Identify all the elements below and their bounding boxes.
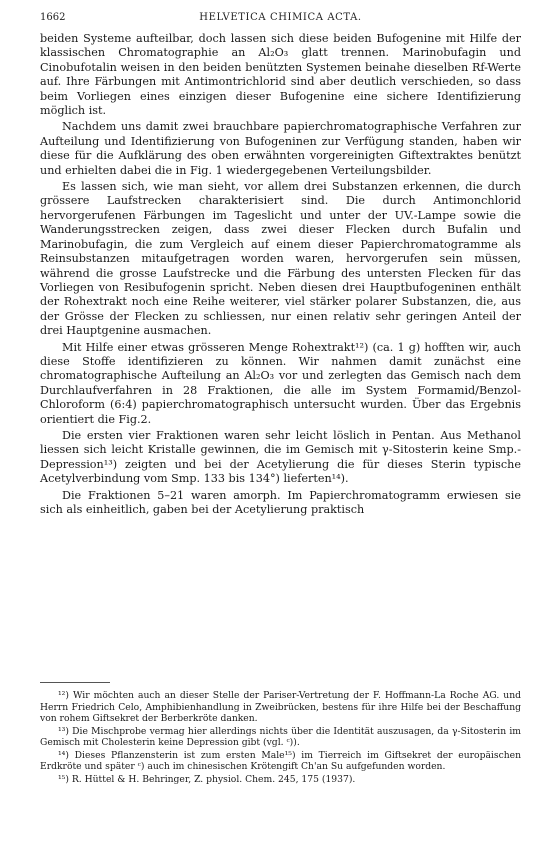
page-number: 1662 [40,12,66,23]
paragraph: Nachdem uns damit zwei brauchbare papierchromatographische Verfahren zur Aufteilung und Identifizierung von Bufogeninen zur Verfügung standen, haben wir diese für die Aufklärung des oben erwähnten vorgereinigten Giftextraktes benützt und erhielten dabei die in Fig. 1 wiedergegebenen Verteilungsbilder. [40,120,521,177]
journal-title: HELVETICA CHIMICA ACTA. [199,12,362,23]
paragraph: Die Fraktionen 5–21 waren amorph. Im Papierchromatogramm erwiesen sie sich als einheitlich, gaben bei der Acetylierung praktisch [40,488,521,516]
footnote: ¹²) Wir möchten auch an dieser Stelle der Pariser-Vertretung der F. Hoffmann-La Roche AG. und Herrn Friedrich Celo, Amphibienhandlung in Zweibrücken, bestens für ihre Hilfe bei der Beschaffung von rohem Giftsekret der Berberkröte danken. [40,690,521,724]
footnote: ¹⁴) Dieses Pflanzensterin ist zum ersten Male¹⁵) im Tierreich im Giftsekret der europäischen Erdkröte und später ᶜ) auch im chinesischen Krötengift Ch'an Su aufgefunden worden. [40,749,521,772]
footnote: ¹⁵) R. Hüttel & H. Behringer, Z. physiol. Chem. 245, 175 (1937). [58,773,356,785]
footnote: ¹³) Die Mischprobe vermag hier allerdings nichts über die Identität auszusagen, da γ-Sitosterin im Gemisch mit Cholesterin keine Depression gibt (vgl. ᶜ)). [40,725,521,748]
paragraph: Die ersten vier Fraktionen waren sehr leicht löslich in Pentan. Aus Methanol liessen sich leicht Kristalle gewinnen, die im Gemisch mit γ-Sitosterin keine Smp.-Depression¹³) zeigten und bei der Acetylierung die für dieses Sterin typische Acetylverbindung vom Smp. 133 bis 134°) lieferten¹⁴). [40,428,521,486]
body-text [40,32,521,519]
footnote-divider [40,682,110,683]
paragraph: Es lassen sich, wie man sieht, vor allem drei Substanzen erkennen, die durch grössere Laufstrecken charakterisiert sind. Die durch Antimonchlorid hervorgerufenen Färbungen im Tageslicht und unter der UV.-Lampe sowie die Wanderungsstrecken zeigen, dass zwei dieser Flecken durch Bufalin und Marinobufagin, die zum Vergleich auf einem dieser Papierchromatogramme als Reinsubstanzen mitaufgetragen worden waren, hervorgerufen sein müssen, während die grosse Laufstrecke und die Färbung des untersten Flecken für das Vorliegen von Resibufogenin spricht. Neben diesen drei Hauptbufogeninen enthält der Rohextrakt noch eine Reihe weiterer, viel stärker polarer Substanzen, die, aus der Grösse der Flecken zu schliessen, nur einen relativ sehr geringen Anteil der drei Hauptgenine ausmachen. [40,180,521,338]
paragraph: Mit Hilfe einer etwas grösseren Menge Rohextrakt¹²) (ca. 1 g) hofften wir, auch diese Stoffe identifizieren zu können. Wir nahmen damit zunächst eine chromatographische Aufteilung an Al₂O₃ vor und zerlegten das Gemisch nach dem Durchlaufverfahren in 28 Fraktionen, die alle im System Formamid/Benzol-Chloroform (6:4) papierchromatographisch untersucht wurden. Über das Ergebnis orientiert die Fig.2. [40,340,521,426]
paragraph: beiden Systeme aufteilbar, doch lassen sich diese beiden Bufogenine mit Hilfe der klassischen Chromatographie an Al₂O₃ glatt trennen. Marinobufagin und Cinobufotalin weisen in den beiden benützten Systemen beinahe dieselben Rf-Werte auf. Ihre Färbungen mit Antimontrichlorid sind aber deutlich verschieden, so dass beim Vorliegen eines einzigen dieser Bufogenine eine sichere Identifizierung möglich ist. [40,32,521,118]
footnotes [40,690,521,786]
running-head [40,12,521,28]
